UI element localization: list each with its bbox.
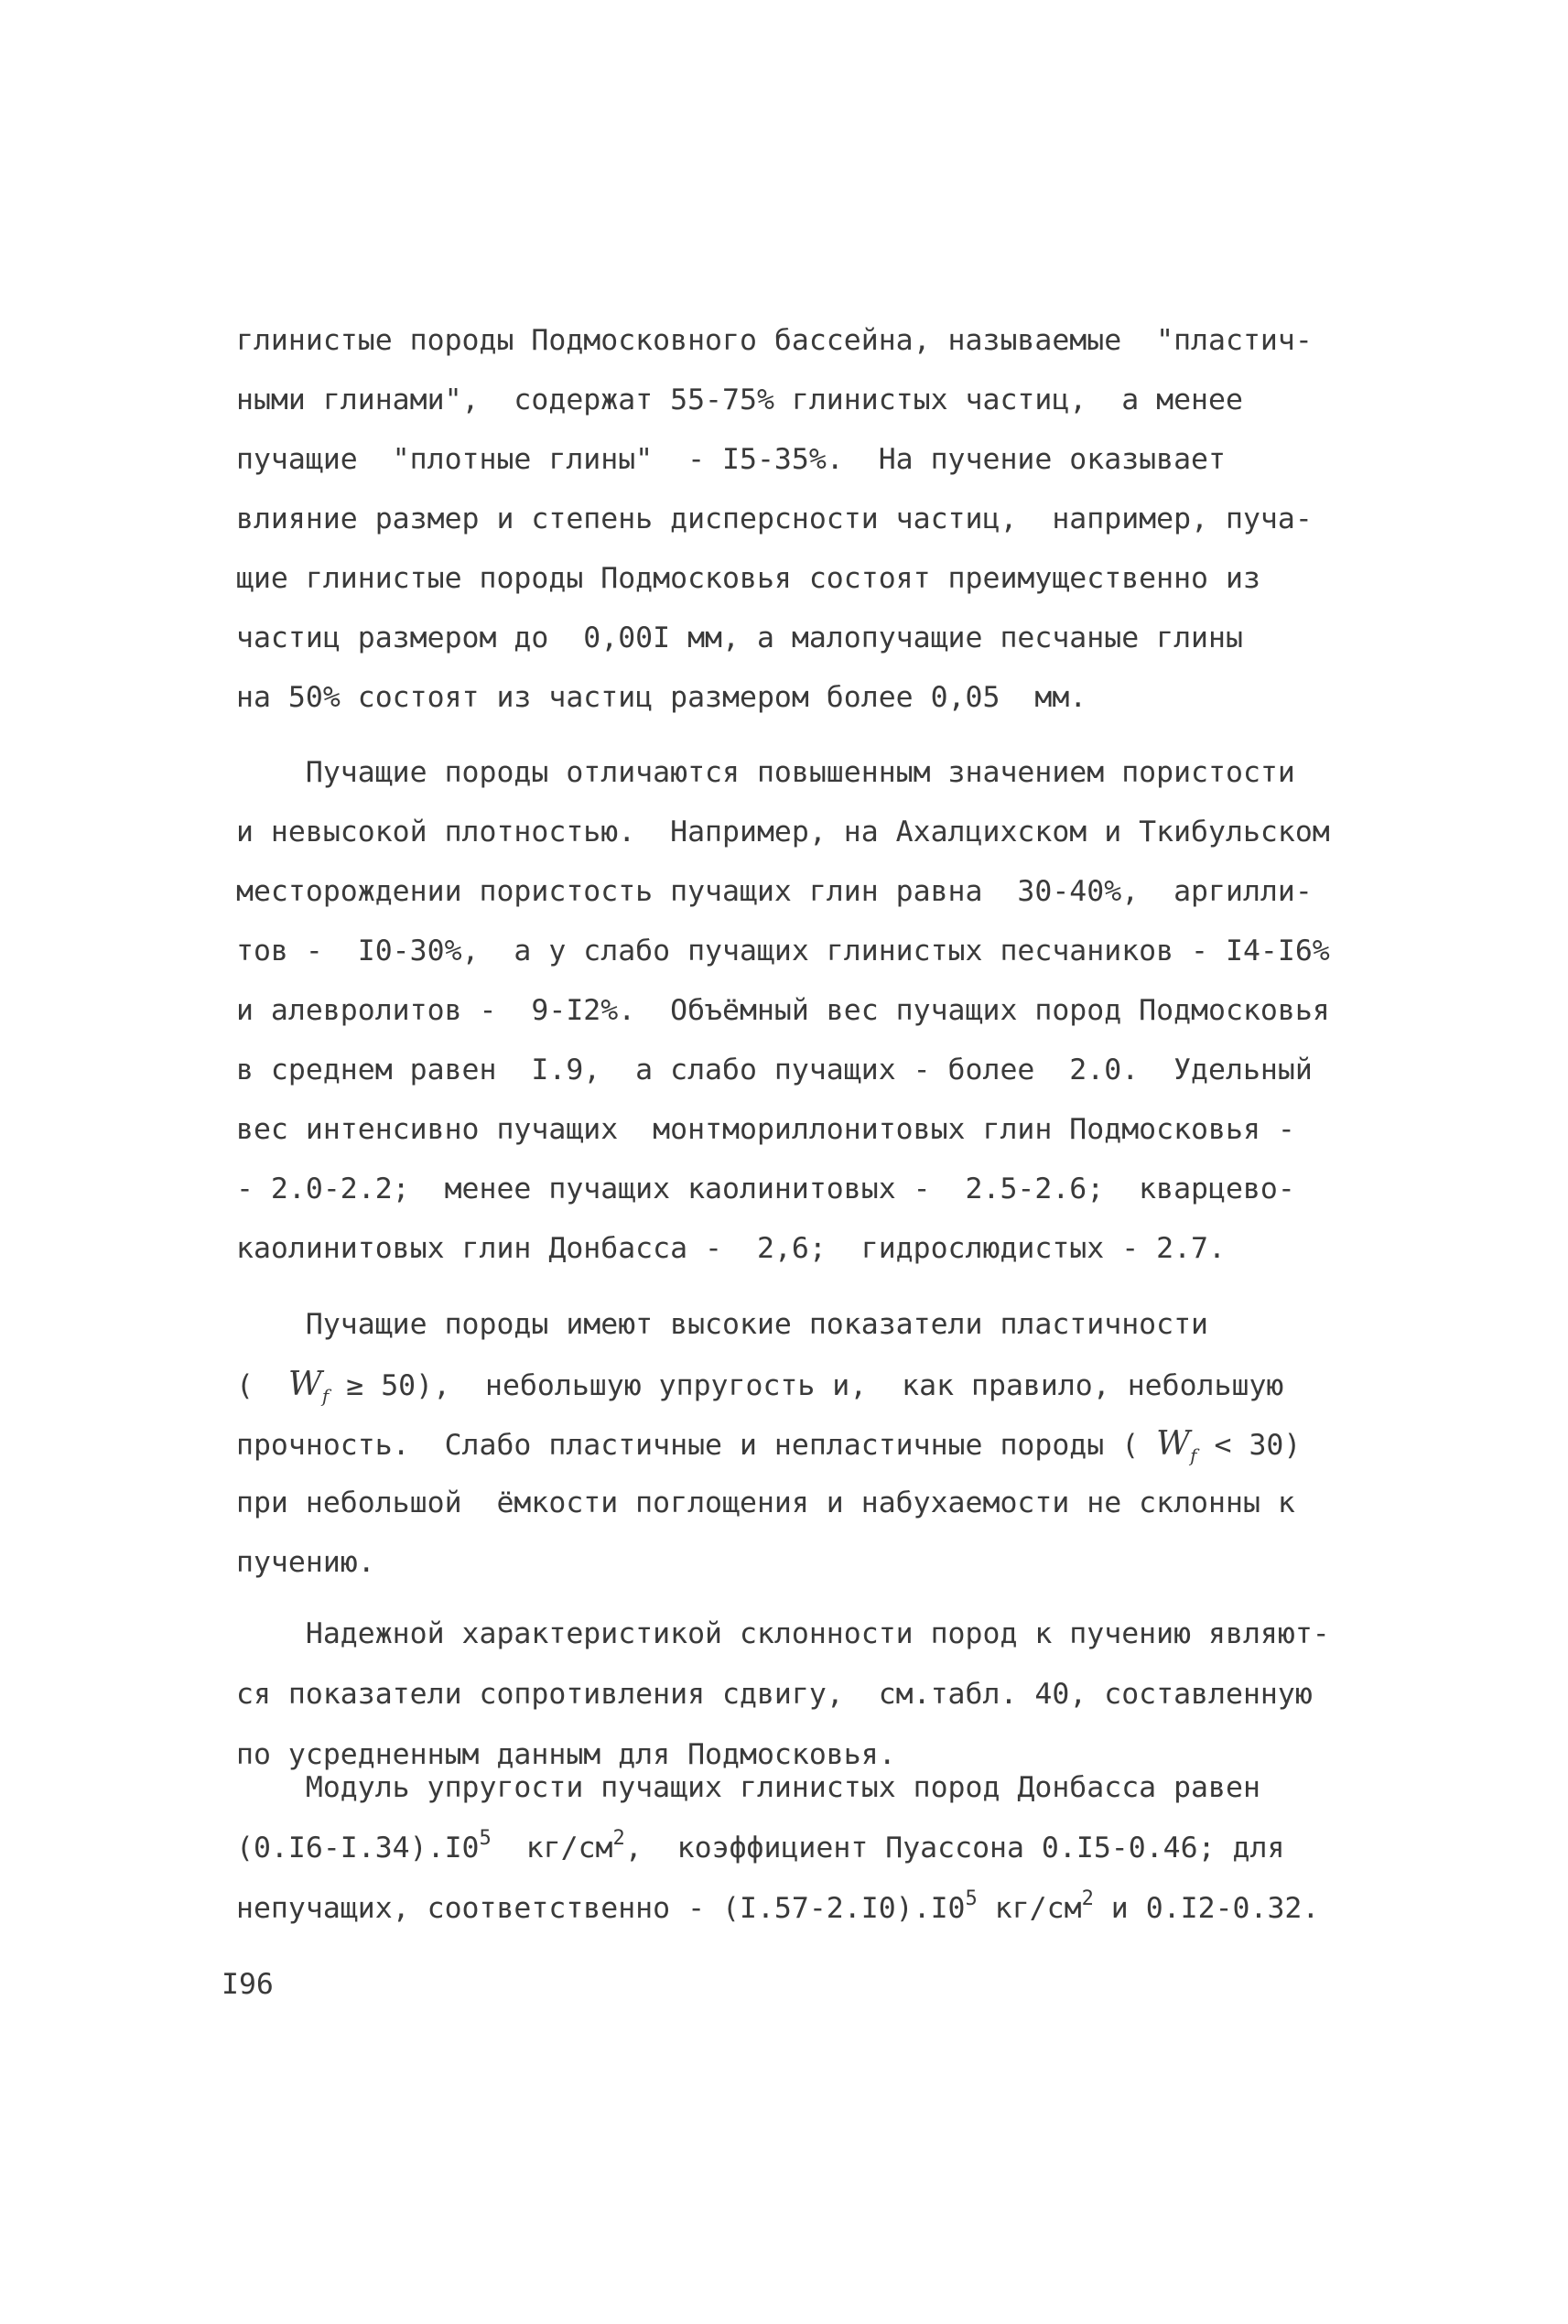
text-segment: прочность. Слабо пластичные и непластичные породы ( [236, 1429, 1157, 1462]
superscript: 2 [612, 1827, 625, 1850]
plasticity-symbol [287, 1366, 330, 1408]
superscript: 5 [965, 1887, 978, 1910]
text-line: пучению. [236, 1546, 375, 1579]
symbol-letter: W [287, 1366, 322, 1403]
text-line: по усредненным данным для Подмосковья. [236, 1738, 896, 1771]
text-line: и невысокой плотностью. Например, на Ахалцихском и Ткибульском [236, 816, 1330, 849]
symbol-letter: W [1156, 1425, 1191, 1463]
text-line: Надежной характеристикой склонности пород к пучению являют- [236, 1617, 1330, 1650]
text-line: вес интенсивно пучащих монтмориллонитовых глин Подмосковья - [236, 1113, 1295, 1146]
text-line: при небольшой ёмкости поглощения и набухаемости не склонны к [236, 1486, 1295, 1519]
text-line: Пучащие породы имеют высокие показатели пластичности [236, 1308, 1209, 1341]
text-line: каолинитовых глин Донбасса - 2,6; гидрослюдистых - 2.7. [236, 1232, 1226, 1265]
text-segment: ≥ 50), небольшую упругость и, как правило, небольшую [329, 1369, 1284, 1402]
symbol-subscript: f [1190, 1444, 1197, 1467]
symbol-subscript: f [321, 1385, 330, 1408]
text-segment: кг/см [977, 1892, 1082, 1925]
text-line: пучащие "плотные глины" - I5-35%. На пучение оказывает [236, 443, 1226, 476]
text-segment: кг/см [491, 1832, 613, 1865]
text-line: ными глинами", содержат 55-75% глинистых частиц, а менее [236, 384, 1243, 416]
text-line: тов - I0-30%, а у слабо пучащих глинистых песчаников - I4-I6% [236, 935, 1330, 967]
text-line: - 2.0-2.2; менее пучащих каолинитовых - 2.5-2.6; кварцево- [236, 1173, 1295, 1205]
text-line: Пучащие породы отличаются повышенным значением пористости [236, 756, 1295, 789]
text-line [236, 1819, 1319, 1879]
text-segment: ( [236, 1369, 288, 1402]
text-line: месторождении пористость пучащих глин равна 30-40%, аргилли- [236, 875, 1313, 908]
text-line: глинистые породы Подмосковного бассейна, называемые "пластич- [236, 324, 1313, 357]
text-line: в среднем равен I.9, а слабо пучащих - более 2.0. Удельный [236, 1054, 1313, 1086]
text-line: ся показатели сопротивления сдвигу, см.табл. 40, составленную [236, 1678, 1313, 1711]
text-line: и алевролитов - 9-I2%. Объёмный вес пучащих пород Подмосковья [236, 994, 1330, 1027]
plasticity-symbol [1156, 1425, 1197, 1467]
text-line [236, 1414, 1301, 1474]
text-segment: < 30) [1196, 1429, 1302, 1462]
superscript: 5 [479, 1827, 492, 1850]
superscript: 2 [1081, 1887, 1094, 1910]
paragraph-2 [236, 743, 1330, 1279]
text-line: Модуль упругости пучащих глинистых пород Донбасса равен [236, 1771, 1260, 1804]
paragraph-5 [236, 1758, 1319, 1940]
text-segment: непучащих, соответственно - (I.57-2.I0).I0 [236, 1892, 966, 1925]
text-line [236, 1355, 1301, 1414]
page-number: I96 [222, 1968, 274, 2001]
text-segment: , коэффициент Пуассона 0.I5-0.46; для [624, 1832, 1285, 1865]
text-segment: и 0.I2-0.32. [1093, 1892, 1320, 1925]
paragraph-3 [236, 1295, 1301, 1593]
text-line: на 50% состоят из частиц размером более 0,05 мм. [236, 681, 1087, 714]
text-segment: (0.I6-I.34).I0 [236, 1832, 480, 1865]
text-line: щие глинистые породы Подмосковья состоят преимущественно из [236, 562, 1260, 595]
paragraph-1 [236, 311, 1313, 728]
text-line: влияние размер и степень дисперсности частиц, например, пуча- [236, 503, 1313, 535]
text-line [236, 1879, 1319, 1940]
text-line: частиц размером до 0,00I мм, а малопучащие песчаные глины [236, 622, 1243, 654]
